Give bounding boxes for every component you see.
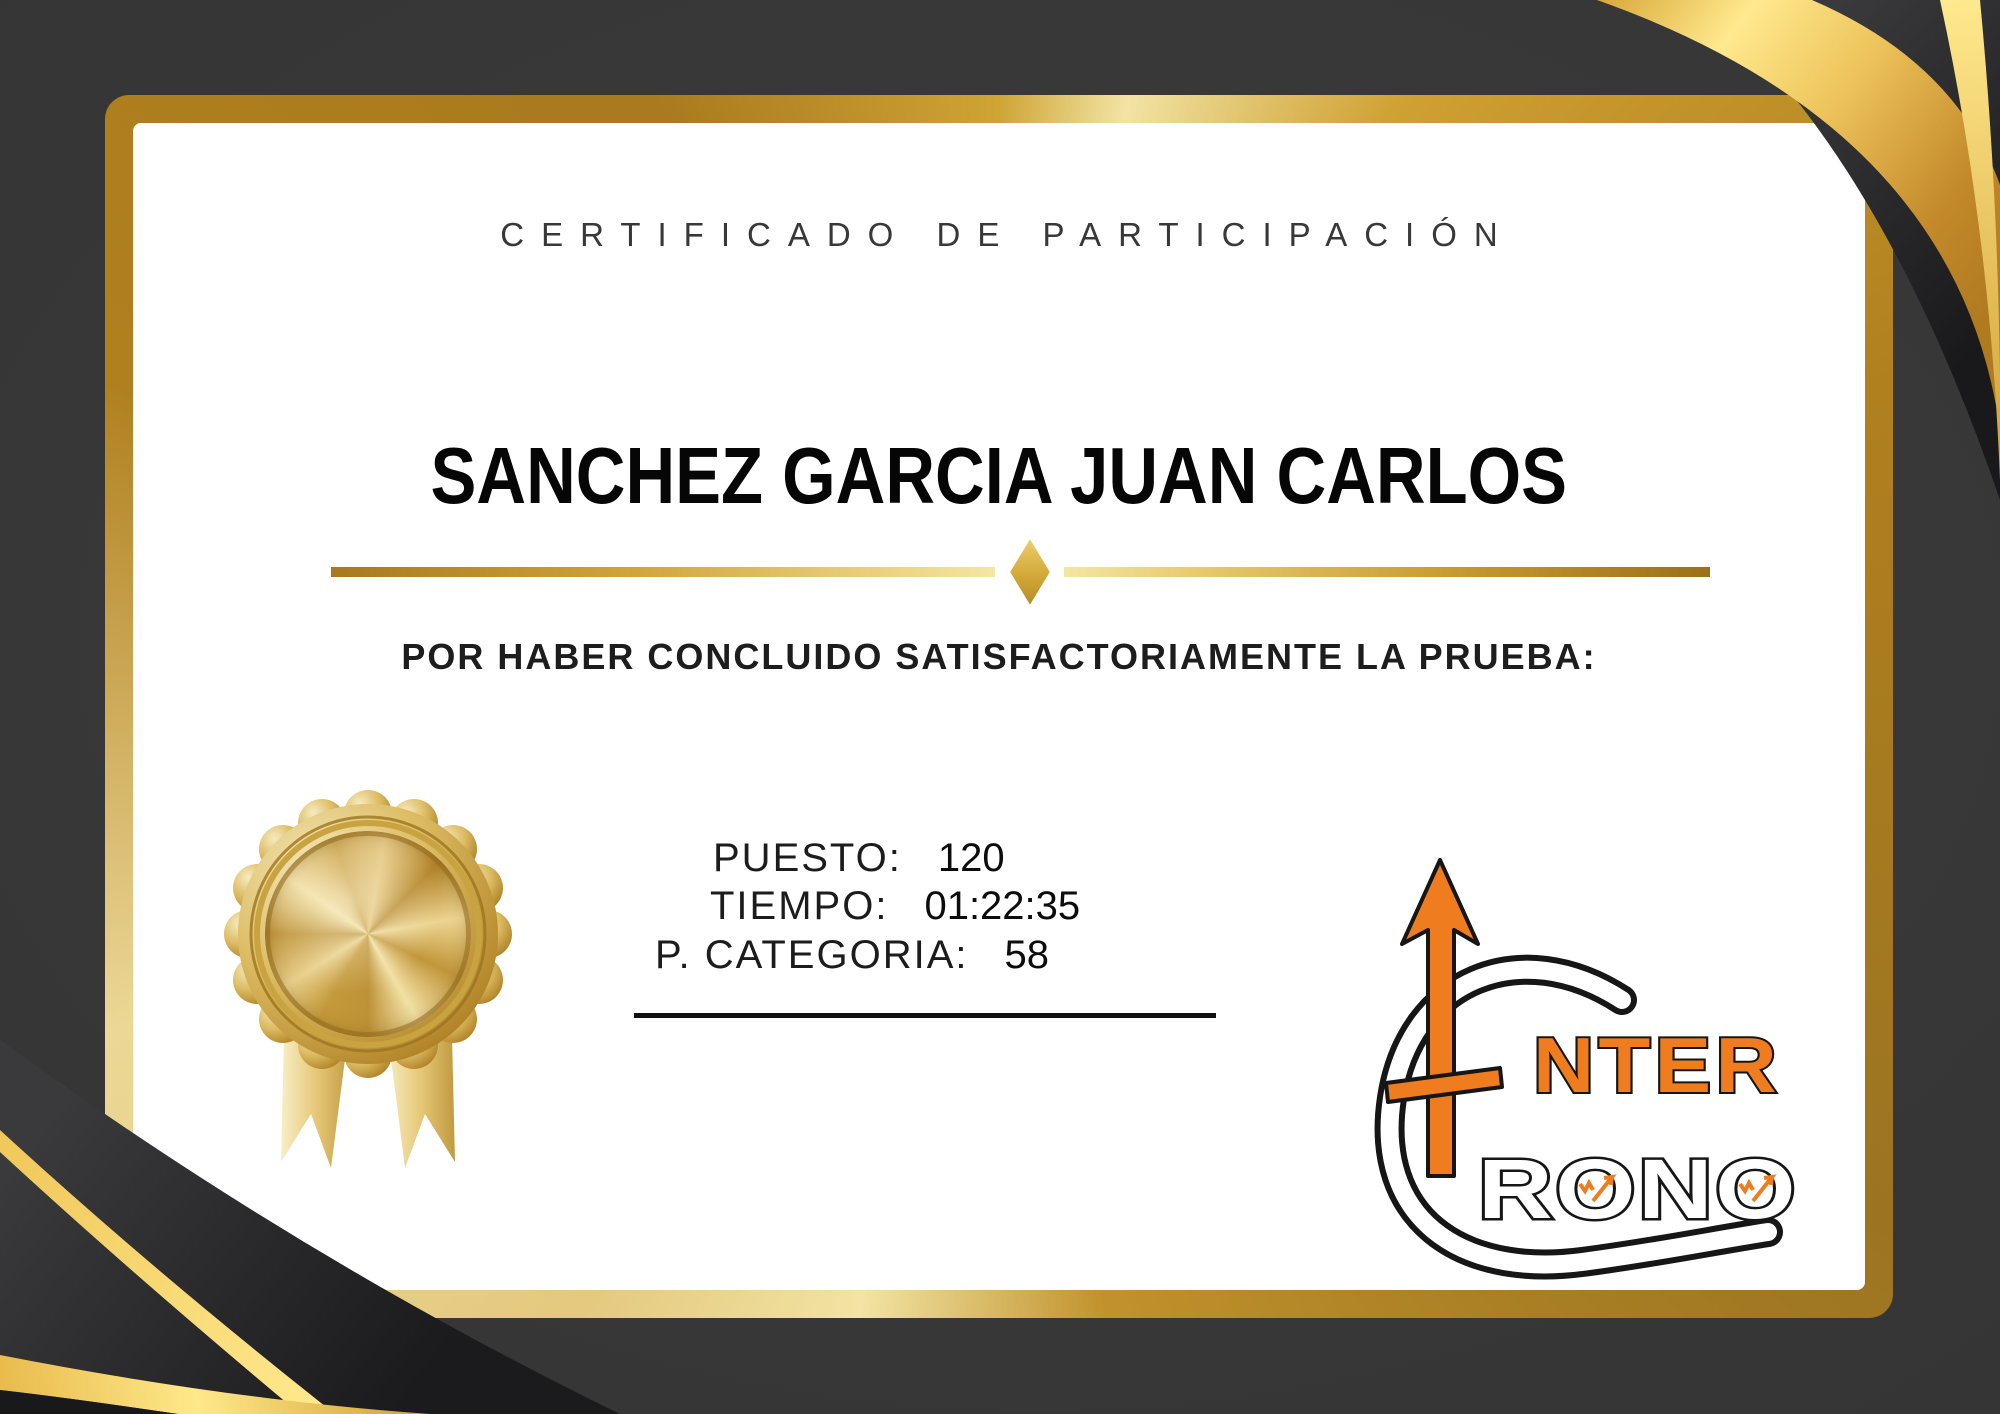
- recipient-name-wrap: [133, 431, 1865, 520]
- divider-line-right: [1064, 567, 1710, 577]
- logo-text-top: NTER: [1533, 1021, 1781, 1109]
- result-row-tiempo: [710, 884, 1080, 929]
- result-row-categoria: [655, 933, 1049, 978]
- statement-text: POR HABER CONCLUIDO SATISFACTORIAMENTE LA PRUEBA:: [401, 636, 1597, 677]
- intercrono-logo: [1330, 830, 1830, 1280]
- result-label-categoria: P. CATEGORIA:: [655, 933, 969, 977]
- certificate-title: CERTIFICADO DE PARTICIPACIÓN: [500, 216, 1515, 253]
- logo-text-bottom: RONO: [1478, 1142, 1798, 1236]
- result-label-tiempo: TIEMPO:: [710, 884, 889, 928]
- signature-line: [634, 1013, 1216, 1018]
- result-value-categoria: 58: [1004, 933, 1049, 977]
- recipient-name: SANCHEZ GARCIA JUAN CARLOS: [430, 431, 1568, 520]
- divider-line-left: [331, 567, 995, 577]
- result-value-tiempo: 01:22:35: [924, 884, 1081, 928]
- result-row-puesto: [713, 836, 1005, 881]
- result-value-puesto: 120: [937, 836, 1005, 880]
- result-label-puesto: PUESTO:: [713, 836, 902, 880]
- medal-disc-shine: [265, 831, 471, 1037]
